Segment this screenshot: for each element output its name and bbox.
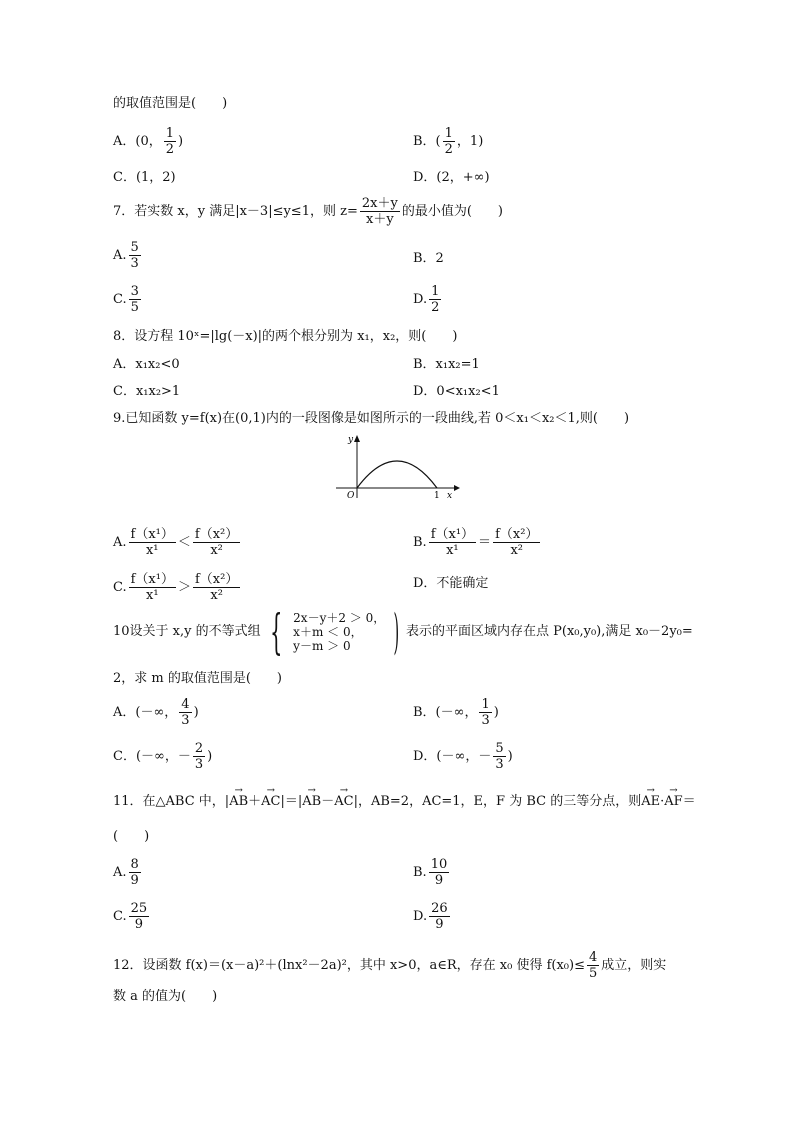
q9-option-d[interactable]: D．不能确定: [413, 576, 489, 591]
q6-option-d[interactable]: D．(2，+∞): [413, 170, 490, 185]
fraction: $\frac{8}{9}$: [130, 857, 139, 888]
q8-stem: 8．设方程 10ˣ=|lg(－x)|的两个根分别为 x₁，x₂，则( ): [113, 329, 458, 344]
q11-stem-line2: ( ): [113, 829, 150, 844]
q8-option-a[interactable]: A．x₁x₂<0: [113, 357, 180, 372]
q10-stem: 10设关于 x,y 的不等式组 { 2x－y＋2 ＞ 0， x＋m ＜ 0， y－m ＞ 0 ) 表示的平面区域内存在点 P(x₀,y₀),满足 x₀－2y₀=: [113, 604, 693, 660]
q9-stem: 9.已知函数 y=f(x)在(0,1)内的一段图像是如图所示的一段曲线,若 0＜x₁＜x₂＜1,则( ): [113, 411, 630, 426]
fraction: $\frac{\text{f（x¹）}}{\text{x¹}}$: [130, 572, 174, 603]
fraction: $\frac{\text{f（x¹）}}{\text{x¹}}$: [130, 527, 174, 558]
fraction: $\frac{4}{3}$: [181, 697, 190, 728]
q9-graph: [330, 432, 460, 504]
q10-stem-line2: 2，求 m 的取值范围是( ): [113, 671, 283, 686]
fraction: $\frac{1}{2}$: [444, 126, 453, 157]
y-label: y: [348, 435, 354, 445]
fraction: $\frac{1}{2}$: [165, 126, 175, 157]
q7-option-d[interactable]: D. $\frac{1}{2}$: [413, 284, 440, 315]
q10-option-a[interactable]: A．(－∞， $\frac{4}{3}$ ): [113, 697, 199, 728]
q8-option-d[interactable]: D．0<x₁x₂<1: [413, 384, 500, 399]
q10-option-c[interactable]: C．(－∞，－ $\frac{2}{3}$ ): [113, 741, 213, 772]
q6-option-b[interactable]: B．( $\frac{1}{2}$ ，1): [413, 126, 484, 157]
q11-option-d[interactable]: D. $\frac{26}{9}$: [413, 901, 448, 932]
q8-option-c[interactable]: C．x₁x₂>1: [113, 384, 181, 399]
fraction: $\frac{25}{9}$: [130, 901, 148, 932]
q9-option-b[interactable]: B. $\frac{\text{f（x¹）}}{\text{x¹}}$ ＝ $\frac{\text{f（x²）}}{\text{x²}}$: [413, 527, 539, 558]
fraction: $\frac{\text{f（x²）}}{\text{x²}}$: [495, 527, 539, 558]
one-label: 1: [434, 491, 440, 501]
q12-stem: 12．设函数 f(x)＝(x－a)²＋(lnx²－2a)²，其中 x>0，a∈R，存在 x₀ 使得 f(x₀)≤ $\frac{4}{5}$ 成立，则实: [113, 950, 667, 981]
inequality-system: { 2x－y＋2 ＞ 0， x＋m ＜ 0， y－m ＞ 0 ): [269, 604, 400, 660]
x-arrow: [454, 485, 460, 491]
y-arrow: [354, 435, 360, 442]
q12-stem-line2: 数 a 的值为( ): [113, 989, 218, 1004]
fraction: $\frac{\text{f（x²）}}{\text{x²}}$: [194, 527, 239, 558]
q11-option-a[interactable]: A. $\frac{8}{9}$: [113, 857, 139, 888]
q11-option-b[interactable]: B. $\frac{10}{9}$: [413, 857, 448, 888]
q11-option-c[interactable]: C. $\frac{25}{9}$: [113, 901, 148, 932]
fraction: $\frac{1}{2}$: [431, 284, 440, 315]
fraction: $\frac{26}{9}$: [431, 901, 448, 932]
q6-option-c[interactable]: C．(1，2): [113, 170, 176, 185]
fraction: $\frac{4}{5}$: [588, 950, 598, 981]
fraction: $\frac{2}{3}$: [194, 741, 204, 772]
fraction: $\frac{5}{3}$: [130, 240, 139, 271]
origin-label: O: [347, 491, 355, 501]
fraction: $\frac{2x+y}{x+y}$: [361, 196, 398, 227]
fraction: $\frac{\text{f（x²）}}{\text{x²}}$: [195, 572, 239, 603]
x-label: x: [447, 491, 453, 501]
q10-option-b[interactable]: B．(－∞， $\frac{1}{3}$ ): [413, 697, 499, 728]
q11-stem: 11．在△ABC 中，|→ AB＋→ AC|＝|→ AB－→ AC|，AB=2，AC=1，E，F 为 BC 的三等分点，则→ AE·→ AF＝: [113, 793, 696, 811]
fraction: $\frac{\text{f（x¹）}}{\text{x¹}}$: [430, 527, 475, 558]
curve: [357, 461, 437, 488]
fraction: $\frac{10}{9}$: [430, 857, 448, 888]
q7-option-b[interactable]: B．2: [413, 251, 444, 266]
q7-option-a[interactable]: A. $\frac{5}{3}$: [113, 240, 139, 271]
q6-stem-tail: 的取值范围是( ): [113, 96, 228, 111]
q10-option-d[interactable]: D．(－∞，－ $\frac{5}{3}$ ): [413, 741, 513, 772]
fraction: $\frac{3}{5}$: [130, 284, 139, 315]
q7-option-c[interactable]: C. $\frac{3}{5}$: [113, 284, 139, 315]
q9-option-a[interactable]: A. $\frac{\text{f（x¹）}}{\text{x¹}}$ ＜ $\frac{\text{f（x²）}}{\text{x²}}$: [113, 527, 239, 558]
q6-option-a[interactable]: A．(0， $\frac{1}{2}$ ): [113, 126, 184, 157]
q9-option-c[interactable]: C. $\frac{\text{f（x¹）}}{\text{x¹}}$ ＞ $\frac{\text{f（x²）}}{\text{x²}}$: [113, 572, 239, 603]
q7-stem: 7．若实数 x，y 满足|x－3|≤y≤1，则 z= $\frac{2x+y}{x+y}$ 的最小值为( ): [113, 196, 503, 227]
fraction: $\frac{5}{3}$: [495, 741, 504, 772]
fraction: $\frac{1}{3}$: [481, 697, 490, 728]
q8-option-b[interactable]: B．x₁x₂=1: [413, 357, 480, 372]
